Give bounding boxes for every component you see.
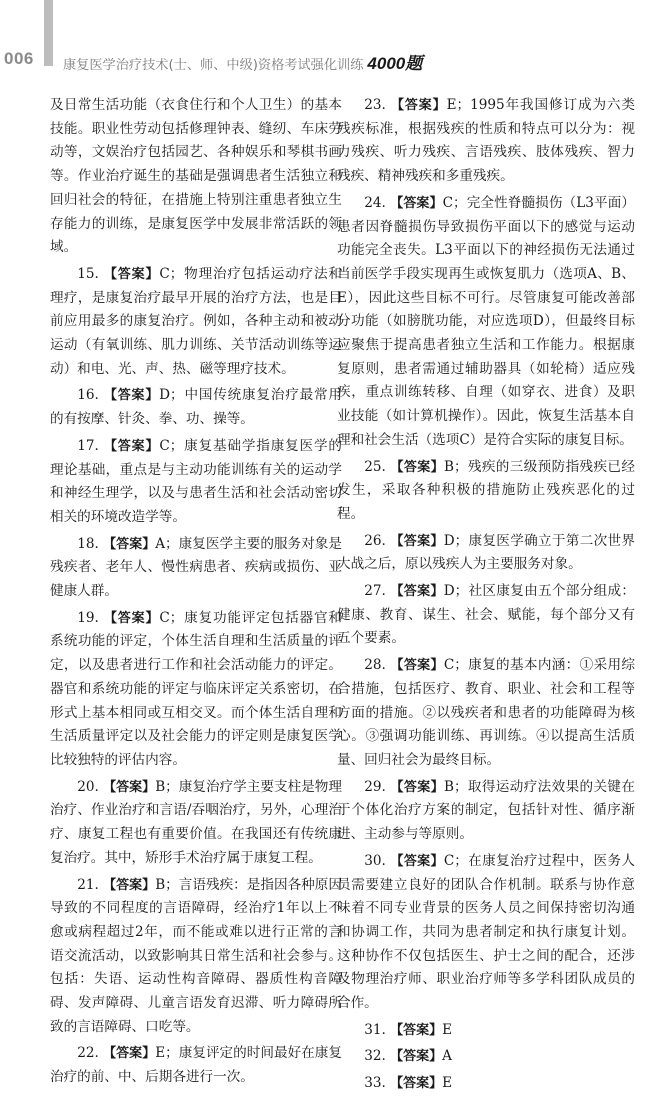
question-number: 16. bbox=[77, 387, 99, 404]
answer-label: 【答案】 bbox=[390, 1049, 443, 1065]
answer-label: 【答案】 bbox=[103, 610, 160, 626]
question-number: 31. bbox=[364, 1021, 386, 1038]
answer-text: B；残疾的三级预防指残疾已经发生，采取各种积极的措施防止残疾恶化的过程。 bbox=[337, 458, 635, 522]
running-header bbox=[63, 49, 422, 74]
answer-text: A bbox=[442, 1048, 452, 1065]
answer-label: 【答案】 bbox=[390, 1022, 443, 1038]
answer-label: 【答案】 bbox=[103, 779, 156, 795]
answer-paragraph bbox=[337, 850, 635, 1016]
answer-label: 【答案】 bbox=[390, 658, 444, 674]
answer-label: 【答案】 bbox=[390, 533, 444, 549]
answer-paragraph bbox=[337, 1072, 635, 1096]
answer-text: C；完全性脊髓损伤（L3平面）患者因脊髓损伤导致损伤平面以下的感觉与运动功能完全丧失。L3平面以下的神经损伤无法通过当前医学手段实现再生或恢复肌力（选项A、B、E），因此这些目标不可行。尽管康复可能改善部分功能（如膀胱功能，对应选项D），但最终目标应聚焦于提高患者独立生活和工作能力。根据康复原则，患者需通过辅助器具（如轮椅）适应残疾，重点训练转移、自理（如穿衣、进食）及职业技能（如计算机操作）。因此，恢复生活基本自理和社会生活（选项C）是符合实际的康复目标。 bbox=[337, 194, 635, 448]
question-number: 29. bbox=[364, 778, 386, 795]
answer-label: 【答案】 bbox=[390, 779, 444, 795]
left-column bbox=[50, 94, 342, 1093]
answer-label: 【答案】 bbox=[390, 459, 444, 475]
answer-paragraph bbox=[50, 776, 342, 871]
answer-text: E；1995年我国修订成为六类残疾标准，根据残疾的性质和特点可以分为：视力残疾、听力残疾、言语残疾、肢体残疾、智力残疾、精神残疾和多重残疾。 bbox=[337, 97, 635, 185]
answer-label: 【答案】 bbox=[390, 195, 443, 211]
question-number: 15. bbox=[77, 265, 99, 282]
answer-text: E bbox=[442, 1021, 453, 1038]
question-number: 33. bbox=[364, 1075, 386, 1092]
question-number: 23. bbox=[364, 97, 386, 113]
question-number: 32. bbox=[364, 1048, 386, 1065]
answer-text: C；康复的基本内涵：①采用综合措施，包括医疗、教育、职业、社会和工程等方面的措施。②以残疾者和患者的功能障碍为核心。③强调功能训练、再训练。④以提高生活质量、回归社会为最终目标。 bbox=[337, 657, 635, 768]
answer-paragraph bbox=[337, 456, 635, 527]
question-number: 27. bbox=[364, 583, 386, 600]
question-number: 24. bbox=[364, 194, 386, 211]
question-number: 19. bbox=[77, 609, 99, 626]
answer-label: 【答案】 bbox=[391, 98, 447, 113]
answer-label: 【答案】 bbox=[390, 584, 444, 600]
header-accent-bar bbox=[44, 0, 53, 66]
book-title-tag: 4000题 bbox=[367, 54, 423, 73]
answer-label: 【答案】 bbox=[390, 1076, 443, 1092]
question-number: 22. bbox=[77, 1045, 99, 1062]
answer-text: D；中国传统康复治疗最常用的有按摩、针灸、拳、功、操等。 bbox=[50, 387, 342, 428]
answer-text: B；取得运动疗法效果的关键在于个体化治疗方案的制定，包括针对性、循序渐进、主动参与等原则。 bbox=[337, 778, 635, 843]
book-title: 康复医学治疗技术(士、师、中级)资格考试强化训练 bbox=[63, 58, 364, 73]
question-number: 26. bbox=[364, 532, 386, 549]
answer-paragraph bbox=[337, 94, 635, 189]
answer-text: D；康复医学确立于第二次世界大战之后，原以残疾人为主要服务对象。 bbox=[337, 532, 635, 573]
answer-paragraph bbox=[50, 874, 342, 1040]
answer-paragraph bbox=[337, 776, 635, 847]
answer-label: 【答案】 bbox=[103, 438, 160, 454]
question-number: 20. bbox=[77, 778, 99, 795]
answer-paragraph bbox=[337, 192, 635, 453]
answer-text: B；言语残疾：是指因各种原因导致的不同程度的言语障碍，经治疗1年以上不愈或病程超过2年，而不能或难以进行正常的言语交流活动，以致影响其日常生活和社会参与。包括：失语、运动性构音障碍、器质性构音障碍、发声障碍、儿童言语发育迟滞、听力障碍所致的言语障碍、口吃等。 bbox=[50, 876, 342, 1035]
answer-paragraph bbox=[50, 94, 342, 260]
answer-label: 【答案】 bbox=[103, 266, 160, 282]
answer-paragraph bbox=[50, 384, 342, 431]
answer-paragraph bbox=[50, 607, 342, 773]
answer-paragraph bbox=[50, 1042, 342, 1089]
question-number: 30. bbox=[364, 852, 386, 869]
answer-paragraph bbox=[337, 1045, 635, 1069]
question-number: 28. bbox=[364, 657, 386, 674]
answer-paragraph bbox=[50, 533, 342, 604]
right-column bbox=[337, 94, 635, 1099]
answer-paragraph bbox=[337, 530, 635, 577]
answer-paragraph bbox=[50, 435, 342, 530]
answer-text: A；康复医学主要的服务对象是残疾者、老年人、慢性病患者、疾病或损伤、亚健康人群。 bbox=[50, 535, 342, 600]
answer-paragraph bbox=[50, 263, 342, 382]
answer-text: E bbox=[442, 1075, 453, 1092]
question-number: 21. bbox=[77, 876, 99, 893]
answer-paragraph bbox=[337, 1019, 635, 1043]
answer-text: 及日常生活功能（衣食住行和个人卫生）的基本技能。职业性劳动包括修理钟表、缝纫、车床劳动等，文娱治疗包括园艺、各种娱乐和琴棋书画等。作业治疗诞生的基础是强调患者生活独立和回归社会的特征，在措施上特别注重患者独立生存能力的训练，是康复医学中发展非常活跃的领域。 bbox=[50, 97, 342, 256]
answer-label: 【答案】 bbox=[103, 1046, 156, 1062]
question-number: 18. bbox=[77, 535, 99, 552]
answer-text: C；在康复治疗过程中，医务人员需要建立良好的团队合作机制。联系与协作意味着不同专业背景的医务人员之间保持密切沟通和协调工作，共同为患者制定和执行康复计划。这种协作不仅包括医生、护士之间的配合，还涉及物理治疗师、职业治疗师等多学科团队成员的合作。 bbox=[337, 852, 635, 1012]
answer-text: E；康复评定的时间最好在康复治疗的前、中、后期各进行一次。 bbox=[50, 1045, 342, 1086]
answer-paragraph bbox=[337, 580, 635, 651]
answer-text: C；物理治疗包括运动疗法和理疗，是康复治疗最早开展的治疗方法，也是目前应用最多的康复治疗。例如，各种主动和被动运动（有氧训练、肌力训练、关节活动训练等运动）和电、光、声、热、磁等理疗技术。 bbox=[50, 265, 342, 377]
answer-label: 【答案】 bbox=[103, 536, 156, 552]
question-number: 25. bbox=[364, 458, 386, 475]
answer-text: B；康复治疗学主要支柱是物理治疗、作业治疗和言语/吞咽治疗，另外，心理治疗、康复工程也有重要价值。在我国还有传统康复治疗。其中，矫形手术治疗属于康复工程。 bbox=[50, 778, 342, 866]
answer-label: 【答案】 bbox=[103, 388, 160, 404]
page-number: 006 bbox=[4, 49, 34, 68]
answer-label: 【答案】 bbox=[390, 853, 444, 869]
question-number: 17. bbox=[77, 437, 99, 454]
answer-text: D；社区康复由五个部分组成：健康、教育、谋生、社会、赋能，每个部分又有五个要素。 bbox=[337, 583, 635, 647]
answer-text: C；康复功能评定包括器官和系统功能的评定，个体生活自理和生活质量的评定，以及患者进行工作和社会活动能力的评定。器官和系统功能的评定与临床评定关系密切，在形式上基本相同或互相交叉。而个体生活自理和生活质量评定以及社会能力的评定则是康复医学比较独特的评估内容。 bbox=[50, 609, 342, 768]
answer-text: C；康复基础学指康复医学的理论基础，重点是与主动功能训练有关的运动学和神经生理学，以及与患者生活和社会活动密切相关的环境改造学等。 bbox=[50, 437, 342, 525]
answer-label: 【答案】 bbox=[103, 877, 156, 893]
answer-paragraph bbox=[337, 654, 635, 773]
